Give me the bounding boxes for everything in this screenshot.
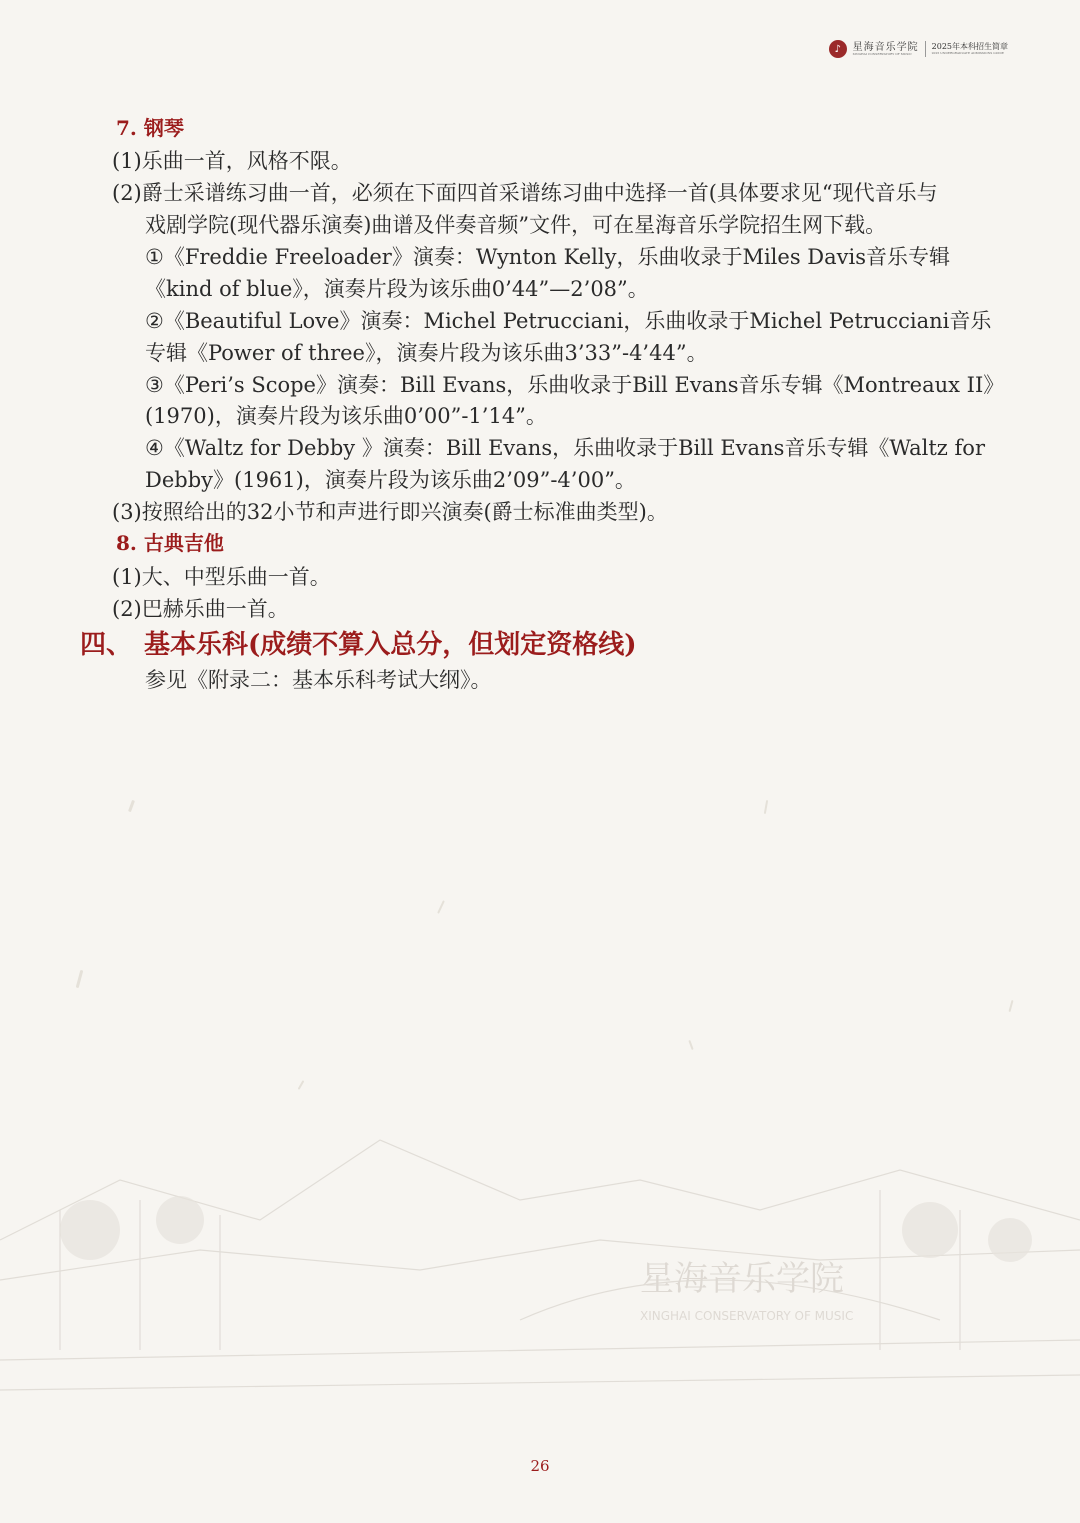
section-heading-theory xyxy=(80,624,637,661)
piano-item-1: (1)乐曲一首，风格不限。 xyxy=(112,149,352,173)
piano-option-2-line-2: 专辑《Power of three》，演奏片段为该乐曲3’33”-4’44”。 xyxy=(145,341,708,365)
piano-option-1-line-2: 《kind of blue》，演奏片段为该乐曲0’44”—2’08”。 xyxy=(145,277,649,301)
paper-texture-speck xyxy=(298,1080,305,1090)
piano-item-2-line-1: (2)爵士采谱练习曲一首，必须在下面四首采谱练习曲中选择一首(具体要求见“现代音乐与 xyxy=(112,181,938,205)
section-heading-guitar: 8. 古典吉他 xyxy=(116,531,224,555)
piano-option-3-line-1: ③《Peri’s Scope》演奏：Bill Evans，乐曲收录于Bill Evans音乐专辑《Montreaux II》 xyxy=(145,373,1005,397)
guide-title: 2025年本科招生简章 xyxy=(931,41,1008,51)
page-number: 26 xyxy=(530,1457,550,1475)
section-number: 四、 xyxy=(80,630,133,660)
theory-reference: 参见《附录二：基本乐科考试大纲》。 xyxy=(145,668,492,692)
piano-option-3-line-2: (1970)，演奏片段为该乐曲0’00”-1’14”。 xyxy=(145,404,547,428)
paper-texture-speck xyxy=(128,800,135,812)
piano-option-4-line-1: ④《Waltz for Debby 》演奏：Bill Evans，乐曲收录于Bill Evans音乐专辑《Waltz for xyxy=(145,436,985,460)
paper-texture-speck xyxy=(1008,1000,1013,1012)
piano-option-4-line-2: Debby》(1961)，演奏片段为该乐曲2’09”-4’00”。 xyxy=(145,468,636,492)
watermark-school-english: XINGHAI CONSERVATORY OF MUSIC xyxy=(640,1309,854,1323)
section-heading-piano: 7. 钢琴 xyxy=(116,116,184,140)
piano-option-2-line-1: ②《Beautiful Love》演奏：Michel Petrucciani，乐曲收录于Michel Petrucciani音乐 xyxy=(145,309,992,333)
section-title: 基本乐科(成绩不算入总分，但划定资格线) xyxy=(144,630,637,660)
paper-texture-speck xyxy=(688,1040,693,1050)
piano-item-2-line-2: 戏剧学院(现代器乐演奏)曲谱及伴奏音频”文件，可在星海音乐学院招生网下载。 xyxy=(145,213,887,237)
guide-english-title: 2025 UNDERGRADUATE ADMISSIONS GUIDE xyxy=(931,50,1004,55)
school-logo-text: 星海音乐学院 xyxy=(852,41,919,53)
paper-texture-speck xyxy=(76,970,84,988)
page-header xyxy=(829,40,1008,58)
campus-watermark-illustration xyxy=(0,1120,1080,1400)
guitar-item-2: (2)巴赫乐曲一首。 xyxy=(112,597,289,621)
paper-texture-speck xyxy=(764,800,768,814)
paper-texture-speck xyxy=(437,900,445,914)
header-divider xyxy=(925,41,926,57)
guitar-item-1: (1)大、中型乐曲一首。 xyxy=(112,565,331,589)
school-seal-icon: ♪ xyxy=(829,40,847,58)
piano-option-1-line-1: ①《Freddie Freeloader》演奏：Wynton Kelly，乐曲收录于Miles Davis音乐专辑 xyxy=(145,245,950,269)
school-english-name: XINGHAI CONSERVATORY OF MUSIC xyxy=(852,51,912,56)
watermark-school-name: 星海音乐学院 xyxy=(640,1259,844,1299)
piano-item-3: (3)按照给出的32小节和声进行即兴演奏(爵士标准曲类型)。 xyxy=(112,500,668,524)
